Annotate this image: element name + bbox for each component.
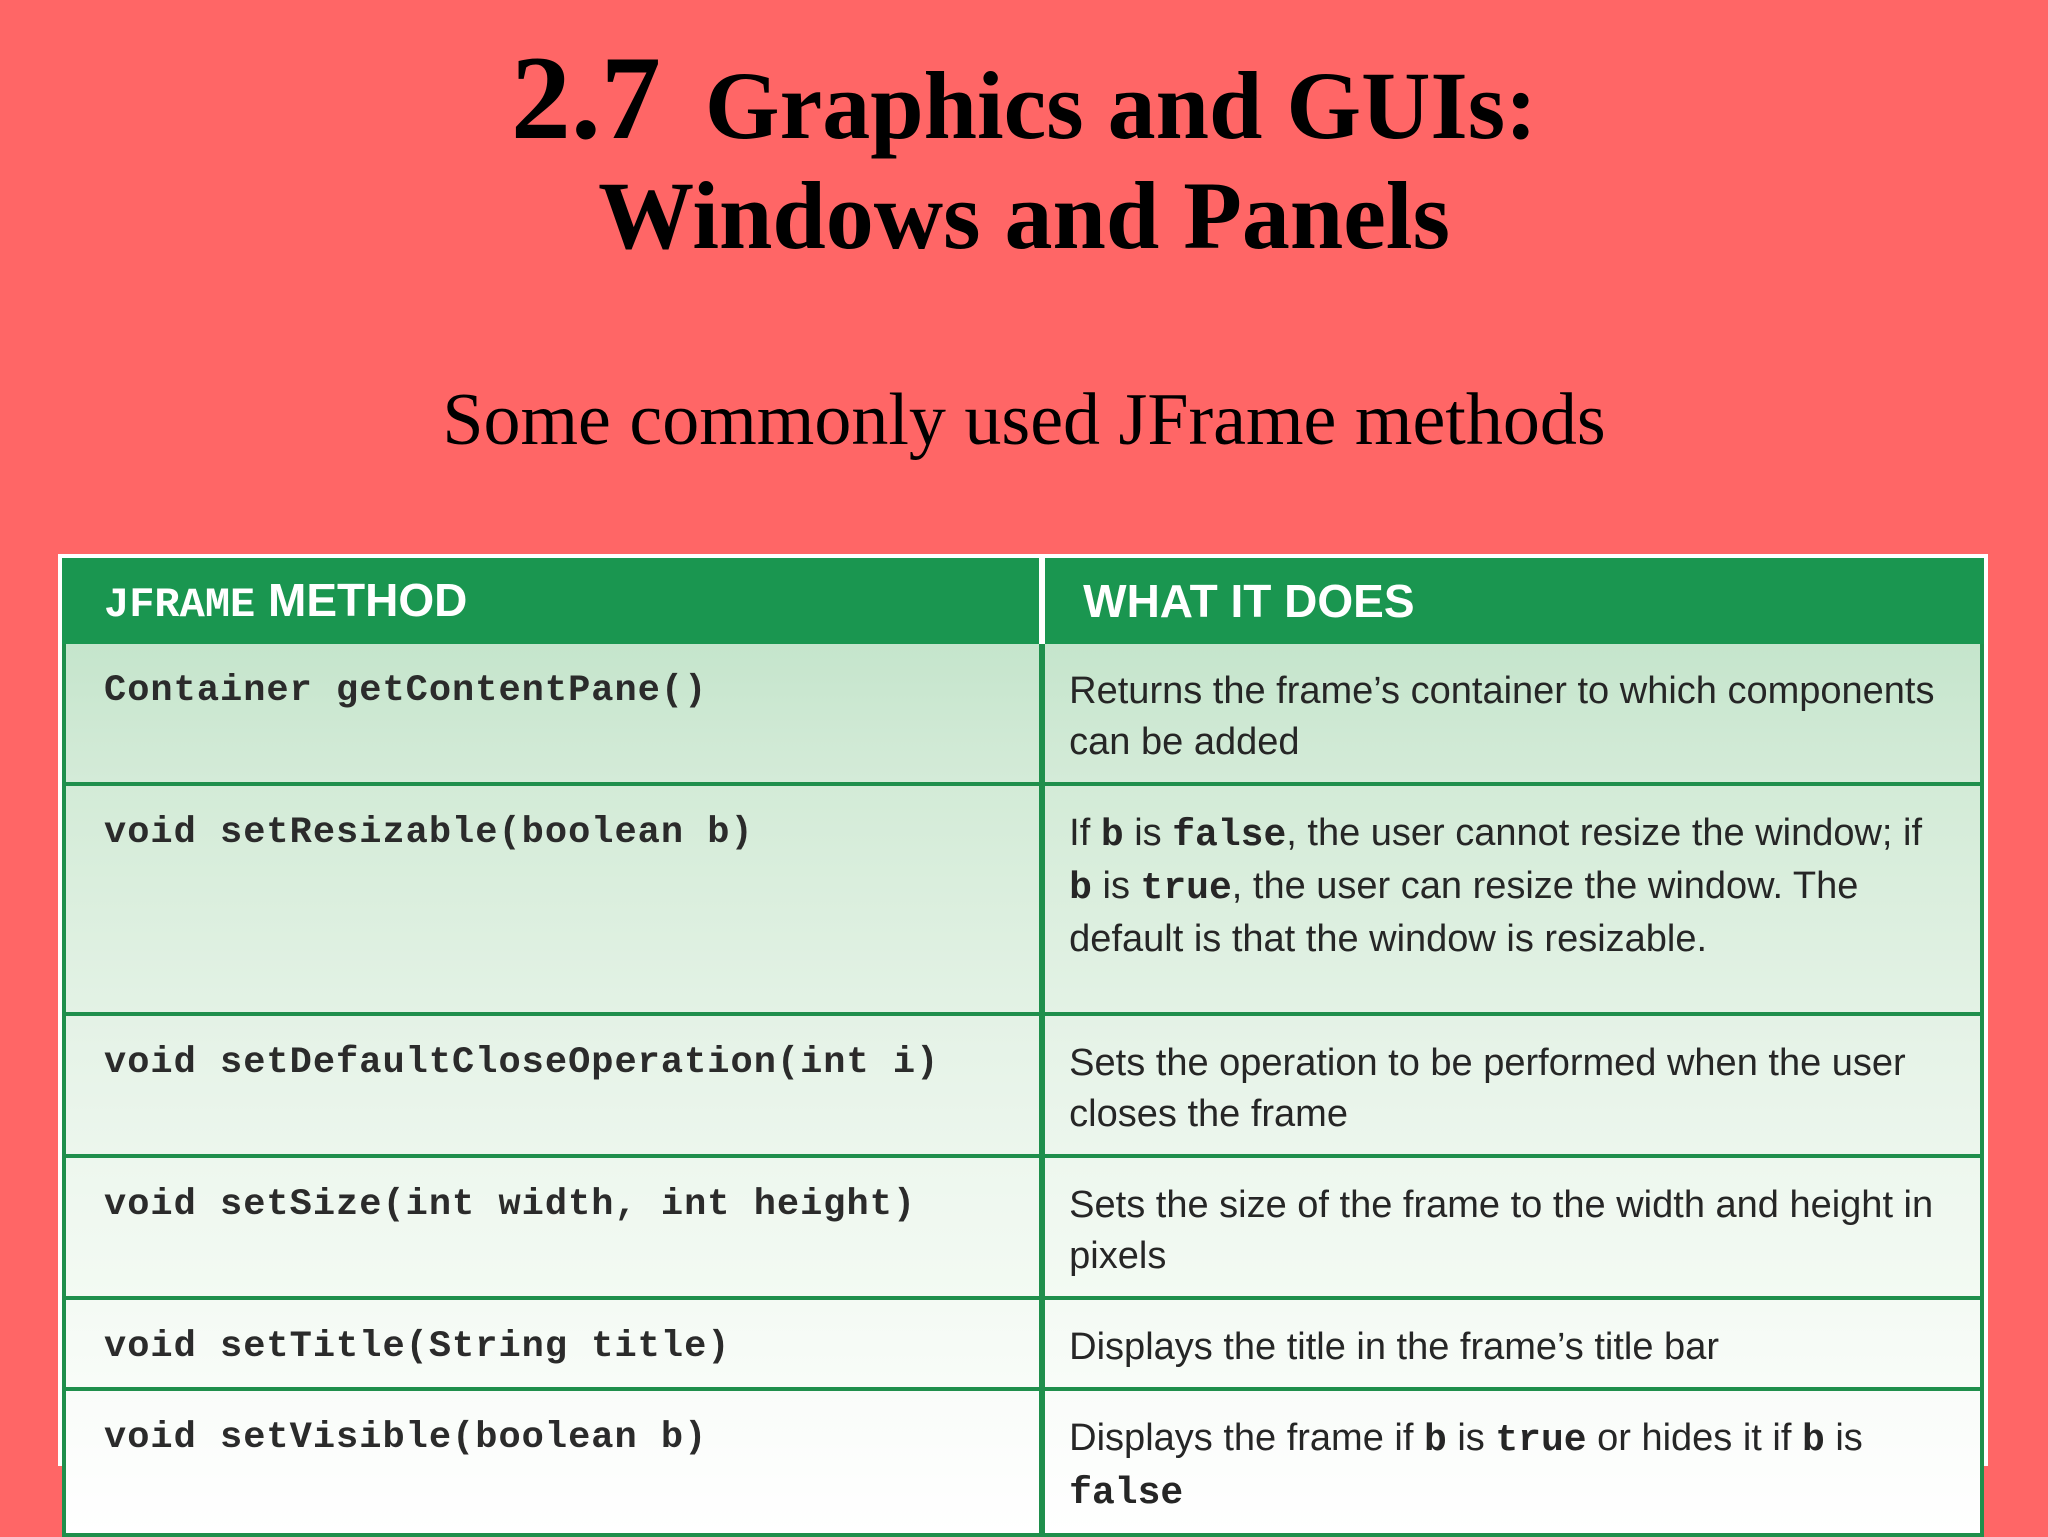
header-method-mono: JFRAME bbox=[104, 581, 256, 629]
description-text: is bbox=[1123, 812, 1173, 854]
code-token: b bbox=[1423, 1419, 1447, 1462]
method-signature: Container getContentPane() bbox=[64, 642, 1042, 784]
description-text: Sets the size of the frame to the width and height in pixels bbox=[1069, 1184, 1934, 1277]
code-token: false bbox=[1069, 1472, 1184, 1515]
header-description: WHAT IT DOES bbox=[1042, 560, 1982, 642]
description-text: , the user can resize the window. The default is that the window is resizable. bbox=[1069, 865, 1859, 960]
table-row bbox=[64, 642, 1982, 784]
code-token: true bbox=[1495, 1419, 1587, 1462]
slide-subtitle: Some commonly used JFrame methods bbox=[442, 379, 1606, 461]
table-body bbox=[64, 642, 1982, 1535]
title-text: Graphics and GUIs: bbox=[704, 52, 1538, 159]
table-row bbox=[64, 1156, 1982, 1298]
description-text: is bbox=[1091, 865, 1141, 907]
table-row bbox=[64, 784, 1982, 1014]
description-text: Returns the frame’s container to which components can be added bbox=[1069, 670, 1935, 763]
method-signature: void setVisible(boolean b) bbox=[64, 1389, 1042, 1535]
slide-title bbox=[0, 31, 2048, 269]
method-signature: void setResizable(boolean b) bbox=[64, 784, 1042, 1014]
jframe-methods-table bbox=[58, 554, 1988, 1515]
table-header-row bbox=[64, 560, 1982, 642]
code-token: true bbox=[1140, 867, 1232, 910]
method-description bbox=[1042, 1156, 1982, 1298]
methods-table bbox=[62, 558, 1984, 1537]
description-text: Displays the frame if bbox=[1069, 1417, 1424, 1459]
code-token: b bbox=[1100, 814, 1124, 857]
table-row bbox=[64, 1014, 1982, 1156]
method-signature: void setSize(int width, int height) bbox=[64, 1156, 1042, 1298]
description-text: , the user cannot resize the window; if bbox=[1286, 812, 1923, 854]
method-description bbox=[1042, 784, 1982, 1014]
description-text: If bbox=[1069, 812, 1101, 854]
code-token: b bbox=[1801, 1419, 1825, 1462]
header-method bbox=[64, 560, 1042, 642]
description-text: is bbox=[1446, 1417, 1496, 1459]
table-row bbox=[64, 1298, 1982, 1389]
section-number: 2.7 bbox=[510, 31, 661, 164]
description-text: or hides it if bbox=[1586, 1417, 1802, 1459]
header-method-rest: METHOD bbox=[255, 574, 468, 626]
method-description bbox=[1042, 1014, 1982, 1156]
description-text: Displays the title in the frame’s title bar bbox=[1069, 1326, 1719, 1368]
title-line-2: Windows and Panels bbox=[598, 162, 1450, 269]
method-signature: void setTitle(String title) bbox=[64, 1298, 1042, 1389]
code-token: false bbox=[1172, 814, 1287, 857]
title-line-1 bbox=[0, 31, 2048, 164]
method-description bbox=[1042, 642, 1982, 784]
method-description bbox=[1042, 1298, 1982, 1389]
table-row bbox=[64, 1389, 1982, 1535]
code-token: b bbox=[1069, 867, 1092, 910]
description-text: Sets the operation to be performed when the user closes the frame bbox=[1069, 1042, 1906, 1135]
method-signature: void setDefaultCloseOperation(int i) bbox=[64, 1014, 1042, 1156]
description-text: is bbox=[1824, 1417, 1863, 1459]
method-description bbox=[1042, 1389, 1982, 1535]
